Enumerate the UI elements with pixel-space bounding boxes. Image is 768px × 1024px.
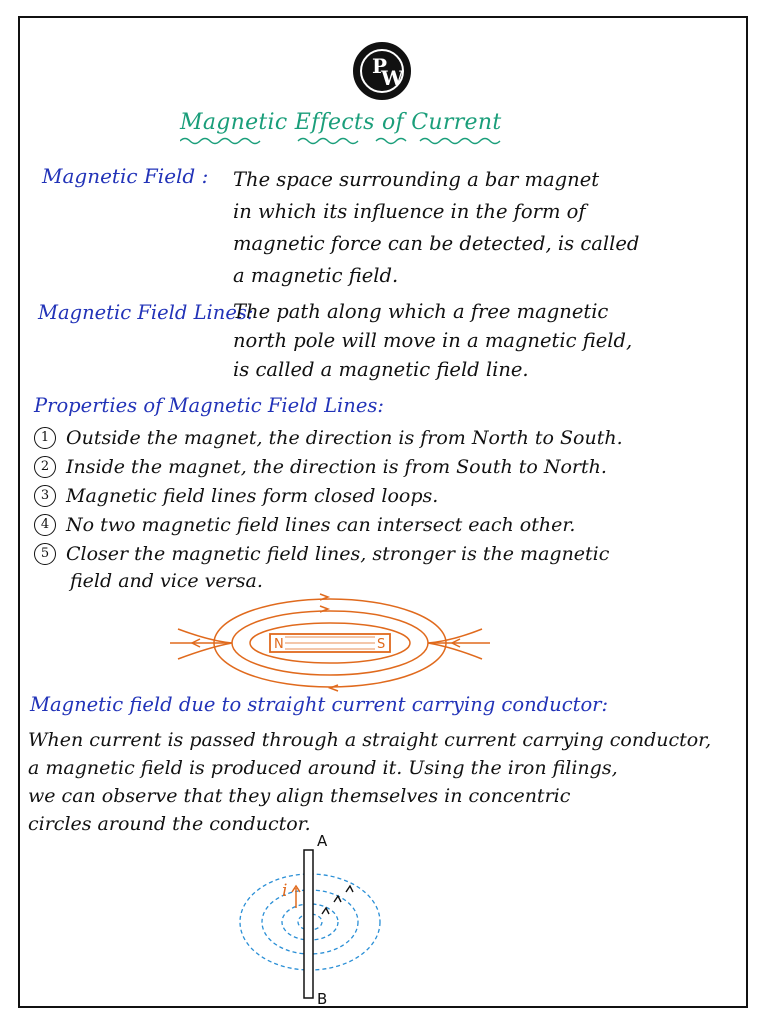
paragraph-line: When current is passed through a straight current carrying conductor, [28, 729, 712, 751]
item-number: 2 [34, 456, 56, 478]
properties-list [34, 426, 734, 592]
paragraph-line: we can observe that they align themselves in concentric [28, 785, 571, 807]
conductor-rod [304, 850, 313, 998]
straight-conductor-heading: Magnetic field due to straight current carrying conductor: [30, 693, 609, 716]
current-label: i [282, 881, 288, 901]
item-text: Closer the magnetic field lines, stronger is the magnetic [66, 543, 610, 565]
definition-line: a magnetic field. [233, 264, 399, 287]
pw-logo [353, 42, 411, 100]
magnetic-field-definition [233, 164, 733, 292]
arrow-icon [330, 685, 338, 691]
list-item [34, 542, 734, 592]
straight-conductor-diagram [226, 830, 406, 1005]
paragraph-line: a magnetic field is produced around it. Using the iron filings, [28, 757, 618, 779]
item-number: 5 [34, 543, 56, 565]
bar-magnet-diagram [170, 593, 490, 693]
paragraph-line: circles around the conductor. [28, 813, 311, 835]
list-item [34, 455, 734, 484]
definition-line: The path along which a free magnetic [233, 300, 609, 323]
field-lines-definition [233, 297, 738, 384]
field-line-left-open [178, 629, 232, 659]
field-lines-heading: Magnetic Field Lines: [38, 301, 254, 324]
notes-page [18, 16, 748, 1008]
item-text: Magnetic field lines form closed loops. [66, 485, 439, 507]
conductor-bottom-label: B [317, 990, 328, 1005]
definition-line: is called a magnetic field line. [233, 358, 529, 381]
straight-conductor-text [28, 726, 740, 838]
properties-heading: Properties of Magnetic Field Lines: [34, 394, 384, 417]
definition-line: magnetic force can be detected, is called [233, 232, 640, 255]
list-item [34, 426, 734, 455]
page-title: Magnetic Effects of Current [180, 110, 502, 135]
list-item [34, 484, 734, 513]
definition-line: The space surrounding a bar magnet [233, 168, 600, 191]
item-text: Inside the magnet, the direction is from South to North. [66, 456, 607, 478]
north-pole-label: N [274, 637, 284, 652]
logo-letter-p: P [372, 54, 388, 78]
definition-line: in which its influence in the form of [233, 200, 586, 223]
list-item [34, 513, 734, 542]
item-text: Outside the magnet, the direction is from North to South. [66, 427, 623, 449]
definition-line: north pole will move in a magnetic field, [233, 329, 633, 352]
magnetic-field-heading: Magnetic Field : [42, 164, 209, 188]
item-number: 3 [34, 485, 56, 507]
south-pole-label: S [377, 637, 386, 652]
title-underline [180, 136, 510, 146]
item-number: 4 [34, 514, 56, 536]
item-text: No two magnetic field lines can intersect each other. [66, 514, 576, 536]
arrow-icon [346, 886, 353, 892]
arrow-icon [334, 896, 341, 902]
item-text-continued: field and vice versa. [70, 570, 263, 592]
conductor-top-label: A [317, 832, 328, 850]
item-number: 1 [34, 427, 56, 449]
logo-letter-w: W [381, 66, 404, 90]
